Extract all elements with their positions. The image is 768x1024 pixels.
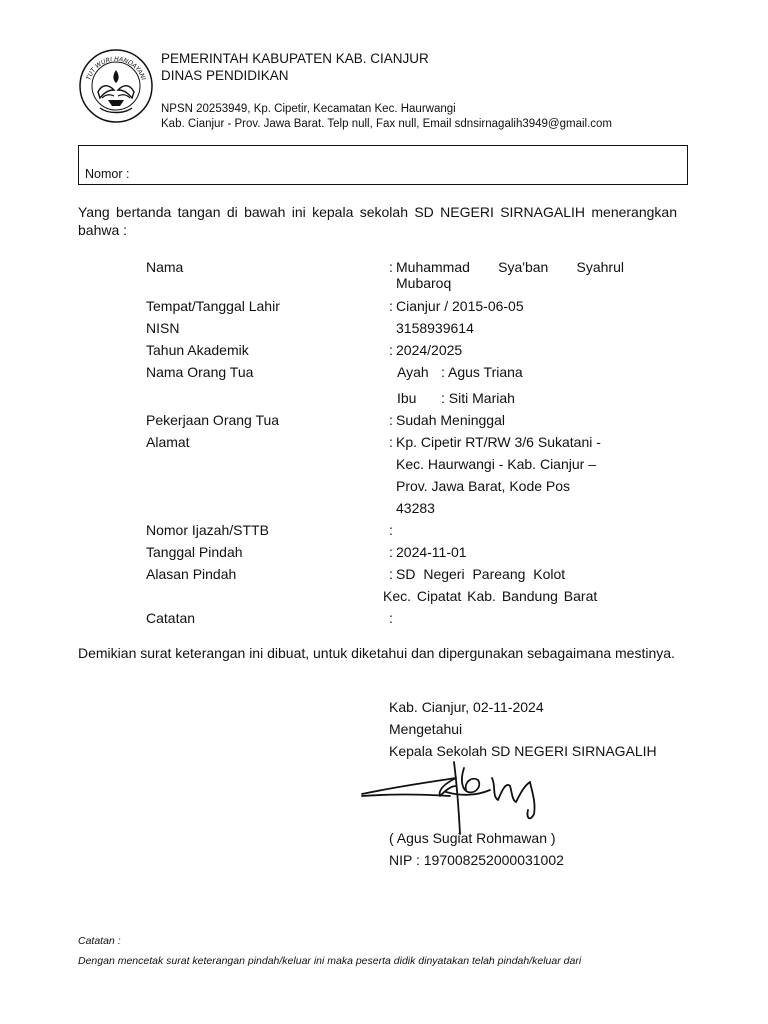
field-label-catatan: Catatan	[146, 610, 196, 626]
header-address-line2: Kab. Cianjur - Prov. Jawa Barat. Telp null, Fax null, Email sdnsirnagalih3949@gmail.com	[161, 118, 613, 130]
signature-name: ( Agus Sugiat Rohmawan )	[389, 830, 556, 846]
field-label-ibu: Ibu	[397, 390, 417, 406]
field-value-nisn: 3158939614	[396, 320, 474, 336]
field-value-alasan-cont: Kec. Cipatat Kab. Bandung Barat	[383, 588, 598, 604]
intro-paragraph: Yang bertanda tangan di bawah ini kepala sekolah SD NEGERI SIRNAGALIH menerangkan bahwa :	[78, 204, 677, 238]
handwritten-signature	[360, 756, 570, 836]
field-value-alamat-line: Kec. Haurwangi - Kab. Cianjur –	[396, 456, 596, 472]
field-colon: :	[389, 522, 393, 538]
field-value-pekerjaan: Sudah Meninggal	[396, 412, 505, 428]
field-label-nama: Nama	[146, 259, 184, 275]
field-colon: :	[389, 342, 393, 358]
field-colon: :	[389, 544, 393, 560]
header-government: PEMERINTAH KABUPATEN KAB. CIANJUR	[161, 51, 429, 66]
nomor-box	[78, 145, 688, 185]
field-value-tgl-pindah: 2024-11-01	[396, 544, 467, 560]
field-colon: :	[389, 259, 393, 275]
field-value-ayah: : Agus Triana	[441, 364, 523, 380]
signature-nip: NIP : 197008252000031002	[389, 852, 564, 868]
field-label-tahun: Tahun Akademik	[146, 342, 249, 358]
tut-wuri-handayani-logo	[78, 48, 154, 124]
header-department: DINAS PENDIDIKAN	[161, 68, 289, 83]
field-value-ibu: : Siti Mariah	[441, 390, 515, 406]
header-address-line1: NPSN 20253949, Kp. Cipetir, Kecamatan Kec. Haurwangi	[161, 103, 456, 115]
field-label-ortu: Nama Orang Tua	[146, 364, 254, 380]
field-label-alamat: Alamat	[146, 434, 190, 450]
field-colon: :	[389, 434, 393, 450]
footer-note-title: Catatan :	[78, 935, 121, 947]
field-label-ayah: Ayah	[397, 364, 429, 380]
field-colon: :	[389, 412, 393, 428]
signature-mengetahui: Mengetahui	[389, 721, 463, 737]
svg-text:TUT WURI HANDAYANI: TUT WURI HANDAYANI	[85, 55, 147, 82]
field-label-pekerjaan: Pekerjaan Orang Tua	[146, 412, 280, 428]
closing-paragraph: Demikian surat keterangan ini dibuat, untuk diketahui dan dipergunakan sebagaimana mestinya.	[78, 645, 675, 661]
field-value-alamat-line: Kp. Cipetir RT/RW 3/6 Sukatani -	[396, 434, 601, 450]
field-value-alamat-line: 43283	[396, 500, 435, 516]
field-label-tgl-pindah: Tanggal Pindah	[146, 544, 243, 560]
field-value-nama-cont: Mubaroq	[396, 275, 452, 291]
field-label-alasan: Alasan Pindah	[146, 566, 237, 582]
field-colon: :	[389, 298, 393, 314]
field-label-nisn: NISN	[146, 320, 180, 336]
field-value-ttl: Cianjur / 2015-06-05	[396, 298, 524, 314]
field-value-tahun: 2024/2025	[396, 342, 463, 358]
field-label-ttl: Tempat/Tanggal Lahir	[146, 298, 280, 314]
field-value-alasan: SD Negeri Pareang Kolot	[396, 566, 566, 582]
nomor-label: Nomor :	[85, 167, 130, 181]
field-value-nama: Muhammad Sya'ban Syahrul	[396, 259, 624, 275]
field-label-ijazah: Nomor Ijazah/STTB	[146, 522, 269, 538]
field-value-alamat-line: Prov. Jawa Barat, Kode Pos	[396, 478, 571, 494]
signature-title: Kepala Sekolah SD NEGERI SIRNAGALIH	[389, 743, 657, 759]
field-colon: :	[389, 566, 393, 582]
signature-place-date: Kab. Cianjur, 02-11-2024	[389, 699, 544, 715]
field-colon: :	[389, 610, 393, 626]
footer-note-text: Dengan mencetak surat keterangan pindah/keluar ini maka peserta didik dinyatakan telah pindah/keluar dari	[78, 955, 582, 967]
